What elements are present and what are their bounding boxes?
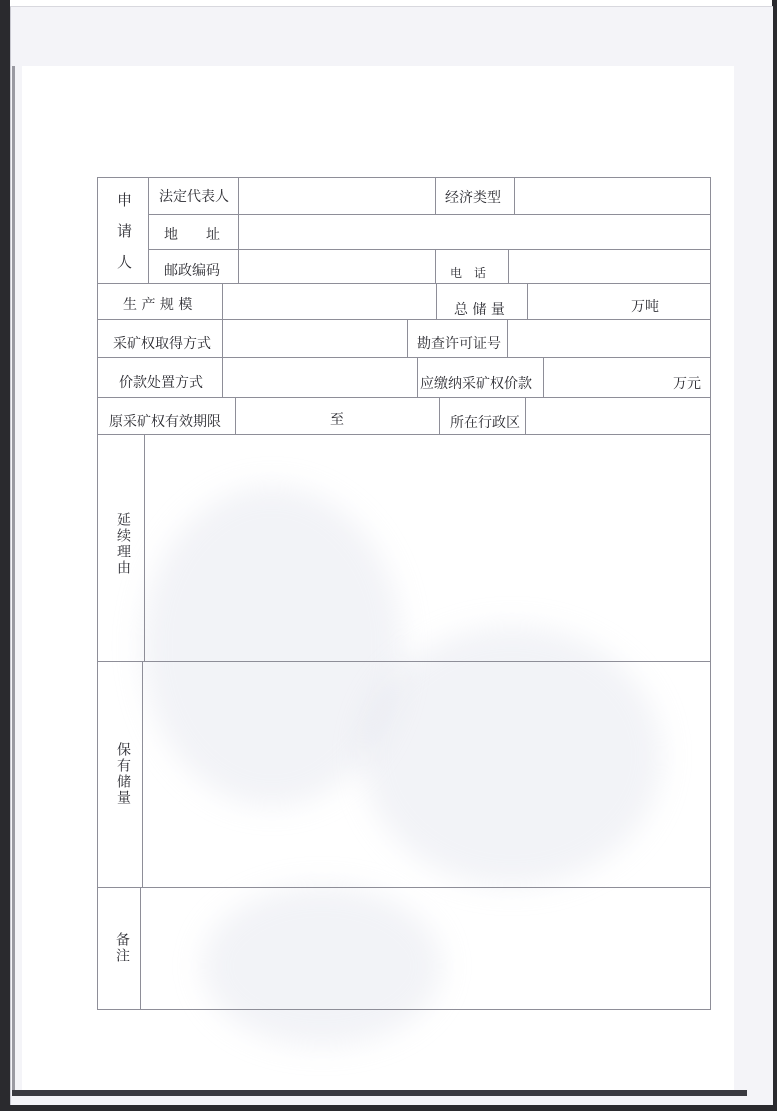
extension-reason-label: 延续理由	[115, 512, 131, 576]
scale-field[interactable]	[222, 283, 437, 320]
admin-region-label: 所在行政区	[450, 415, 520, 431]
exploration-permit-field[interactable]	[507, 319, 711, 358]
total-reserves-label: 总 储 量	[454, 302, 505, 318]
phone-label: 电 话	[450, 266, 487, 280]
phone-field[interactable]	[508, 249, 711, 284]
legal-rep-label: 法定代表人	[159, 189, 229, 205]
extension-reason-field[interactable]	[144, 434, 711, 662]
postcode-field[interactable]	[238, 249, 436, 284]
exploration-permit-label: 勘查许可证号	[417, 336, 501, 352]
address-label: 地 址	[164, 227, 220, 243]
validity-to-label: 至	[330, 412, 344, 428]
econ-type-field[interactable]	[514, 177, 711, 215]
payment-method-field[interactable]	[222, 357, 418, 398]
scale-label: 生 产 规 模	[123, 297, 193, 313]
payable-price-label: 应缴纳采矿权价款	[420, 376, 532, 392]
scan-edge-left	[0, 0, 10, 1111]
total-reserves-unit: 万吨	[631, 299, 659, 315]
form-sheet	[22, 66, 734, 1090]
address-field[interactable]	[238, 214, 711, 250]
scan-edge-bottom	[0, 1104, 777, 1111]
sheet-shadow-left	[12, 66, 15, 1096]
payable-price-unit: 万元	[673, 376, 701, 392]
sheet-shadow-bottom	[12, 1090, 747, 1096]
remaining-reserves-label: 保有储量	[115, 742, 131, 806]
econ-type-label: 经济类型	[445, 190, 501, 206]
acquire-method-label: 采矿权取得方式	[113, 336, 211, 352]
payment-method-label: 价款处置方式	[119, 375, 203, 391]
validity-label: 原采矿权有效期限	[109, 414, 221, 430]
total-reserves-field[interactable]	[527, 283, 711, 320]
acquire-method-field[interactable]	[222, 319, 408, 358]
remarks-label: 备注	[114, 932, 130, 964]
remaining-reserves-field[interactable]	[142, 661, 711, 888]
postcode-label: 邮政编码	[164, 263, 220, 279]
legal-rep-field[interactable]	[238, 177, 436, 215]
admin-region-field[interactable]	[525, 397, 711, 435]
remarks-field[interactable]	[140, 887, 711, 1010]
applicant-label: 申请人	[115, 192, 133, 285]
